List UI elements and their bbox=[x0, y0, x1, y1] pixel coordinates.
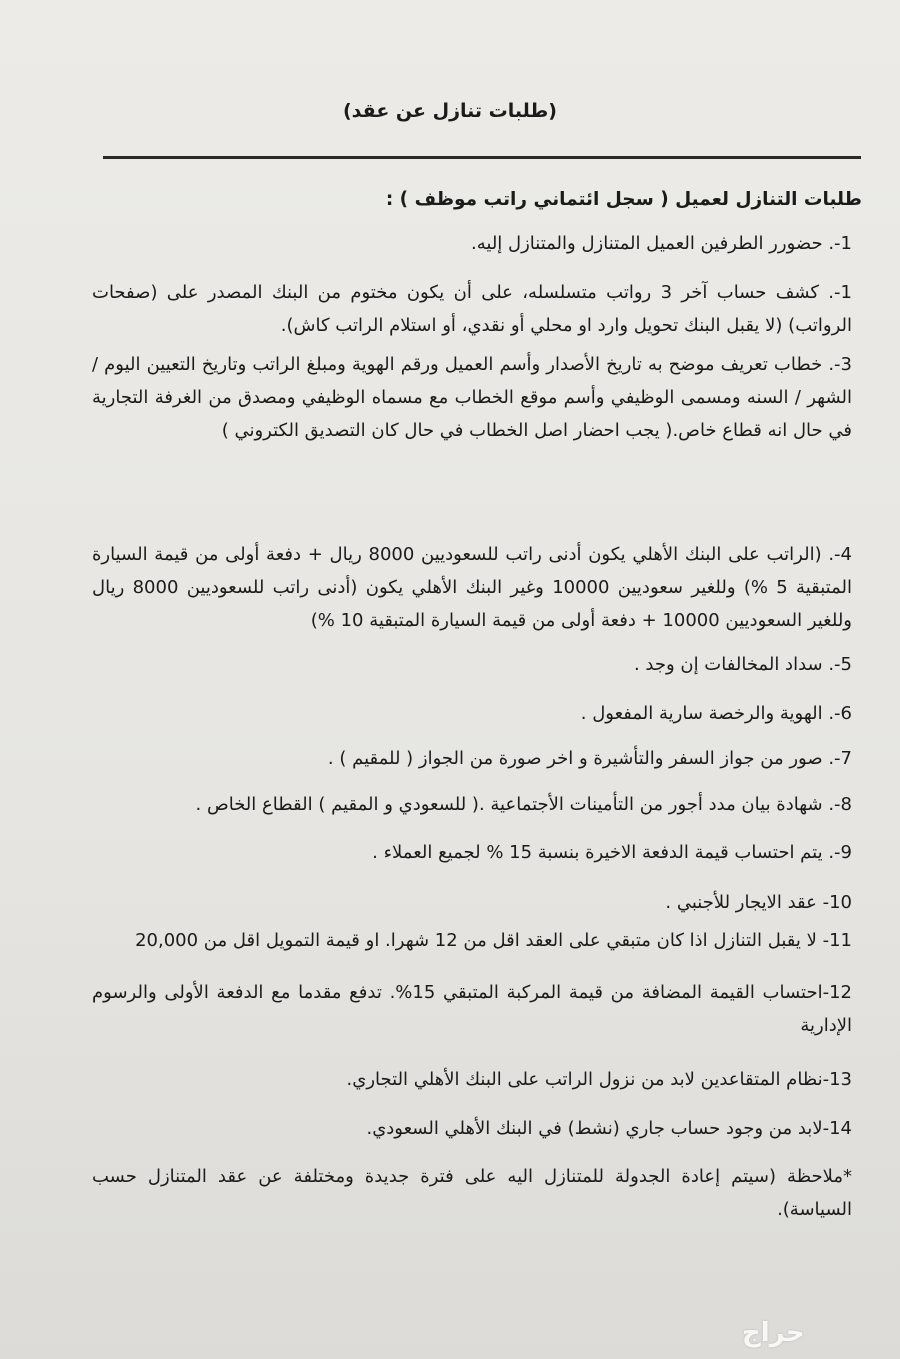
requirement-item-5: 5-. سداد المخالفات إن وجد . bbox=[633, 654, 852, 675]
requirement-item-3: 3-. خطاب تعريف موضح به تاريخ الأصدار وأسم العميل ورقم الهوية ومبلغ الراتب وتاريخ التعيين اليوم / الشهر / السنه ومسمى الوظيفي وأسم موقع الخطاب مع مسماه الوظيفي ومصدق من الغرفة التجارية في حال انه قطاع خاص.( يجب احضار اصل الخطاب في حال كان التصديق الكتروني ) bbox=[92, 354, 852, 441]
requirement-item-7: 7-. صور من جواز السفر والتأشيرة و اخر صورة من الجواز ( للمقيم ) . bbox=[327, 748, 852, 769]
requirement-item-9: 9-. يتم احتساب قيمة الدفعة الاخيرة بنسبة 15 % لجميع العملاء . bbox=[372, 842, 852, 863]
requirement-item-8: 8-. شهادة بيان مدد أجور من التأمينات الأجتماعية .( للسعودي و المقيم ) القطاع الخاص . bbox=[195, 794, 852, 815]
requirement-item-10: 10- عقد الايجار للأجنبي . bbox=[665, 892, 852, 913]
requirement-item-13: 13-نظام المتقاعدين لابد من نزول الراتب على البنك الأهلي التجاري. bbox=[346, 1069, 852, 1090]
requirement-item-4: 4-. (الراتب على البنك الأهلي يكون أدنى راتب للسعوديين 8000 ريال + دفعة أولى من قيمة السيارة المتبقية 5 %) وللغير سعوديين 10000 وغير البنك الأهلي يكون (أدنى راتب للسعوديين 8000 ريال وللغير السعوديين 10000 + دفعة أولى من قيمة السيارة المتبقية 10 %) bbox=[92, 544, 852, 631]
watermark-text: حراج bbox=[742, 1318, 805, 1348]
requirement-item-12: 12-احتساب القيمة المضافة من قيمة المركبة المتبقي 15%. تدفع مقدما مع الدفعة الأولى والرسوم الإدارية bbox=[92, 982, 852, 1036]
requirement-item-2: 1-. كشف حساب آخر 3 رواتب متسلسله، على أن يكون مختوم من البنك المصدر على (صفحات الرواتب) (لا يقبل البنك تحويل وارد او محلي أو نقدي، أو استلام الراتب كاش). bbox=[92, 282, 852, 336]
requirement-item-6: 6-. الهوية والرخصة سارية المفعول . bbox=[580, 703, 852, 724]
requirement-item-11: 11- لا يقبل التنازل اذا كان متبقي على العقد اقل من 12 شهرا. او قيمة التمويل اقل من 20,000 bbox=[135, 930, 852, 951]
note-item: *ملاحظة (سيتم إعادة الجدولة للمتنازل اليه على فترة جديدة ومختلفة عن عقد المتنازل حسب السياسة). bbox=[92, 1166, 852, 1220]
title-divider bbox=[103, 156, 861, 159]
haraj-watermark-logo bbox=[742, 1318, 892, 1352]
requirement-item-14: 14-لابد من وجود حساب جاري (نشط) في البنك الأهلي السعودي. bbox=[366, 1118, 852, 1139]
requirement-item-1: 1-. حضورر الطرفين العميل المتنازل والمتنازل إليه. bbox=[471, 233, 852, 254]
section-heading: طلبات التنازل لعميل ( سجل ائتماني راتب موظف ) : bbox=[385, 189, 862, 210]
document-title: (طلبات تنازل عن عقد) bbox=[342, 100, 557, 122]
